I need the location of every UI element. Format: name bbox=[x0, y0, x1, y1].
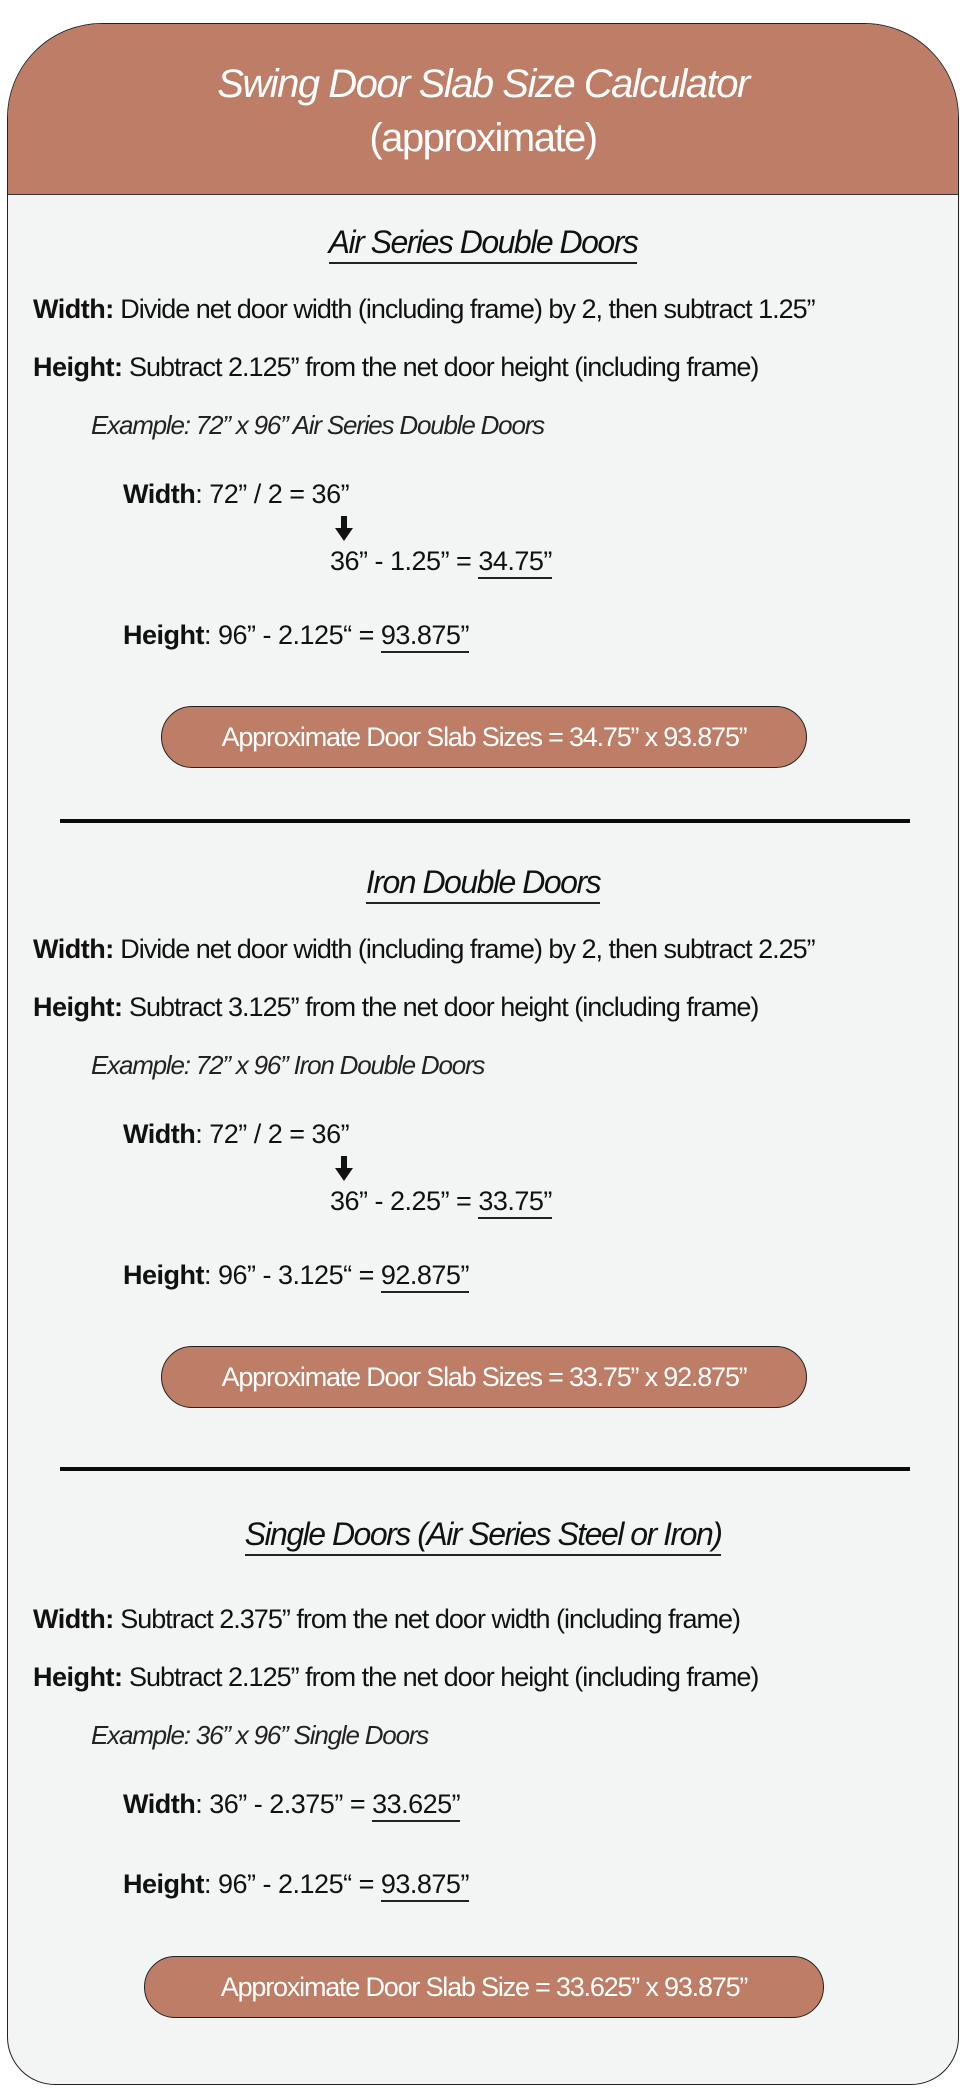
width-calc-step2: 36” - 1.25” = 34.75” bbox=[330, 546, 552, 577]
width-calc-step2: 36” - 2.25” = 33.75” bbox=[330, 1186, 552, 1217]
section-title-air-double: Air Series Double Doors bbox=[8, 224, 958, 261]
width-calc: Width: 36” - 2.375” = 33.625” bbox=[123, 1789, 460, 1820]
width-rule: Width: Subtract 2.375” from the net door width (including frame) bbox=[33, 1604, 741, 1634]
height-calc: Height: 96” - 3.125“ = 92.875” bbox=[123, 1260, 469, 1291]
section-divider bbox=[60, 819, 910, 823]
height-rule: Height: Subtract 2.125” from the net door height (including frame) bbox=[33, 352, 759, 382]
down-arrow-icon bbox=[334, 516, 354, 542]
section-title-single: Single Doors (Air Series Steel or Iron) bbox=[8, 1516, 958, 1553]
section-title-iron-double: Iron Double Doors bbox=[8, 864, 958, 901]
calculator-card bbox=[7, 23, 959, 2085]
example-label: Example: 36” x 96” Single Doors bbox=[91, 1720, 429, 1750]
height-rule: Height: Subtract 3.125” from the net door height (including frame) bbox=[33, 992, 759, 1022]
width-calc-step1: Width: 72” / 2 = 36” bbox=[123, 1119, 350, 1149]
section-divider bbox=[60, 1467, 910, 1471]
summary-pill: Approximate Door Slab Sizes = 33.75” x 92.875” bbox=[161, 1346, 807, 1408]
summary-pill: Approximate Door Slab Size = 33.625” x 93.875” bbox=[144, 1956, 824, 2018]
page-subtitle: (approximate) bbox=[369, 116, 597, 160]
height-rule: Height: Subtract 2.125” from the net door height (including frame) bbox=[33, 1662, 759, 1692]
height-result: 93.875” bbox=[381, 620, 469, 653]
width-calc-step1: Width: 72” / 2 = 36” bbox=[123, 479, 350, 509]
header-banner bbox=[8, 24, 958, 195]
width-result: 34.75” bbox=[478, 546, 552, 579]
height-calc: Height: 96” - 2.125“ = 93.875” bbox=[123, 620, 469, 651]
width-rule: Width: Divide net door width (including frame) by 2, then subtract 2.25” bbox=[33, 934, 815, 964]
example-label: Example: 72” x 96” Air Series Double Doors bbox=[91, 410, 544, 440]
width-rule: Width: Divide net door width (including frame) by 2, then subtract 1.25” bbox=[33, 294, 815, 324]
height-result: 93.875” bbox=[381, 1869, 469, 1902]
height-result: 92.875” bbox=[381, 1260, 469, 1293]
summary-pill: Approximate Door Slab Sizes = 34.75” x 93.875” bbox=[161, 706, 807, 768]
height-calc: Height: 96” - 2.125“ = 93.875” bbox=[123, 1869, 469, 1900]
down-arrow-icon bbox=[334, 1156, 354, 1182]
page-title: Swing Door Slab Size Calculator bbox=[217, 62, 749, 106]
example-label: Example: 72” x 96” Iron Double Doors bbox=[91, 1050, 485, 1080]
width-result: 33.75” bbox=[478, 1186, 552, 1219]
width-result: 33.625” bbox=[372, 1789, 460, 1822]
